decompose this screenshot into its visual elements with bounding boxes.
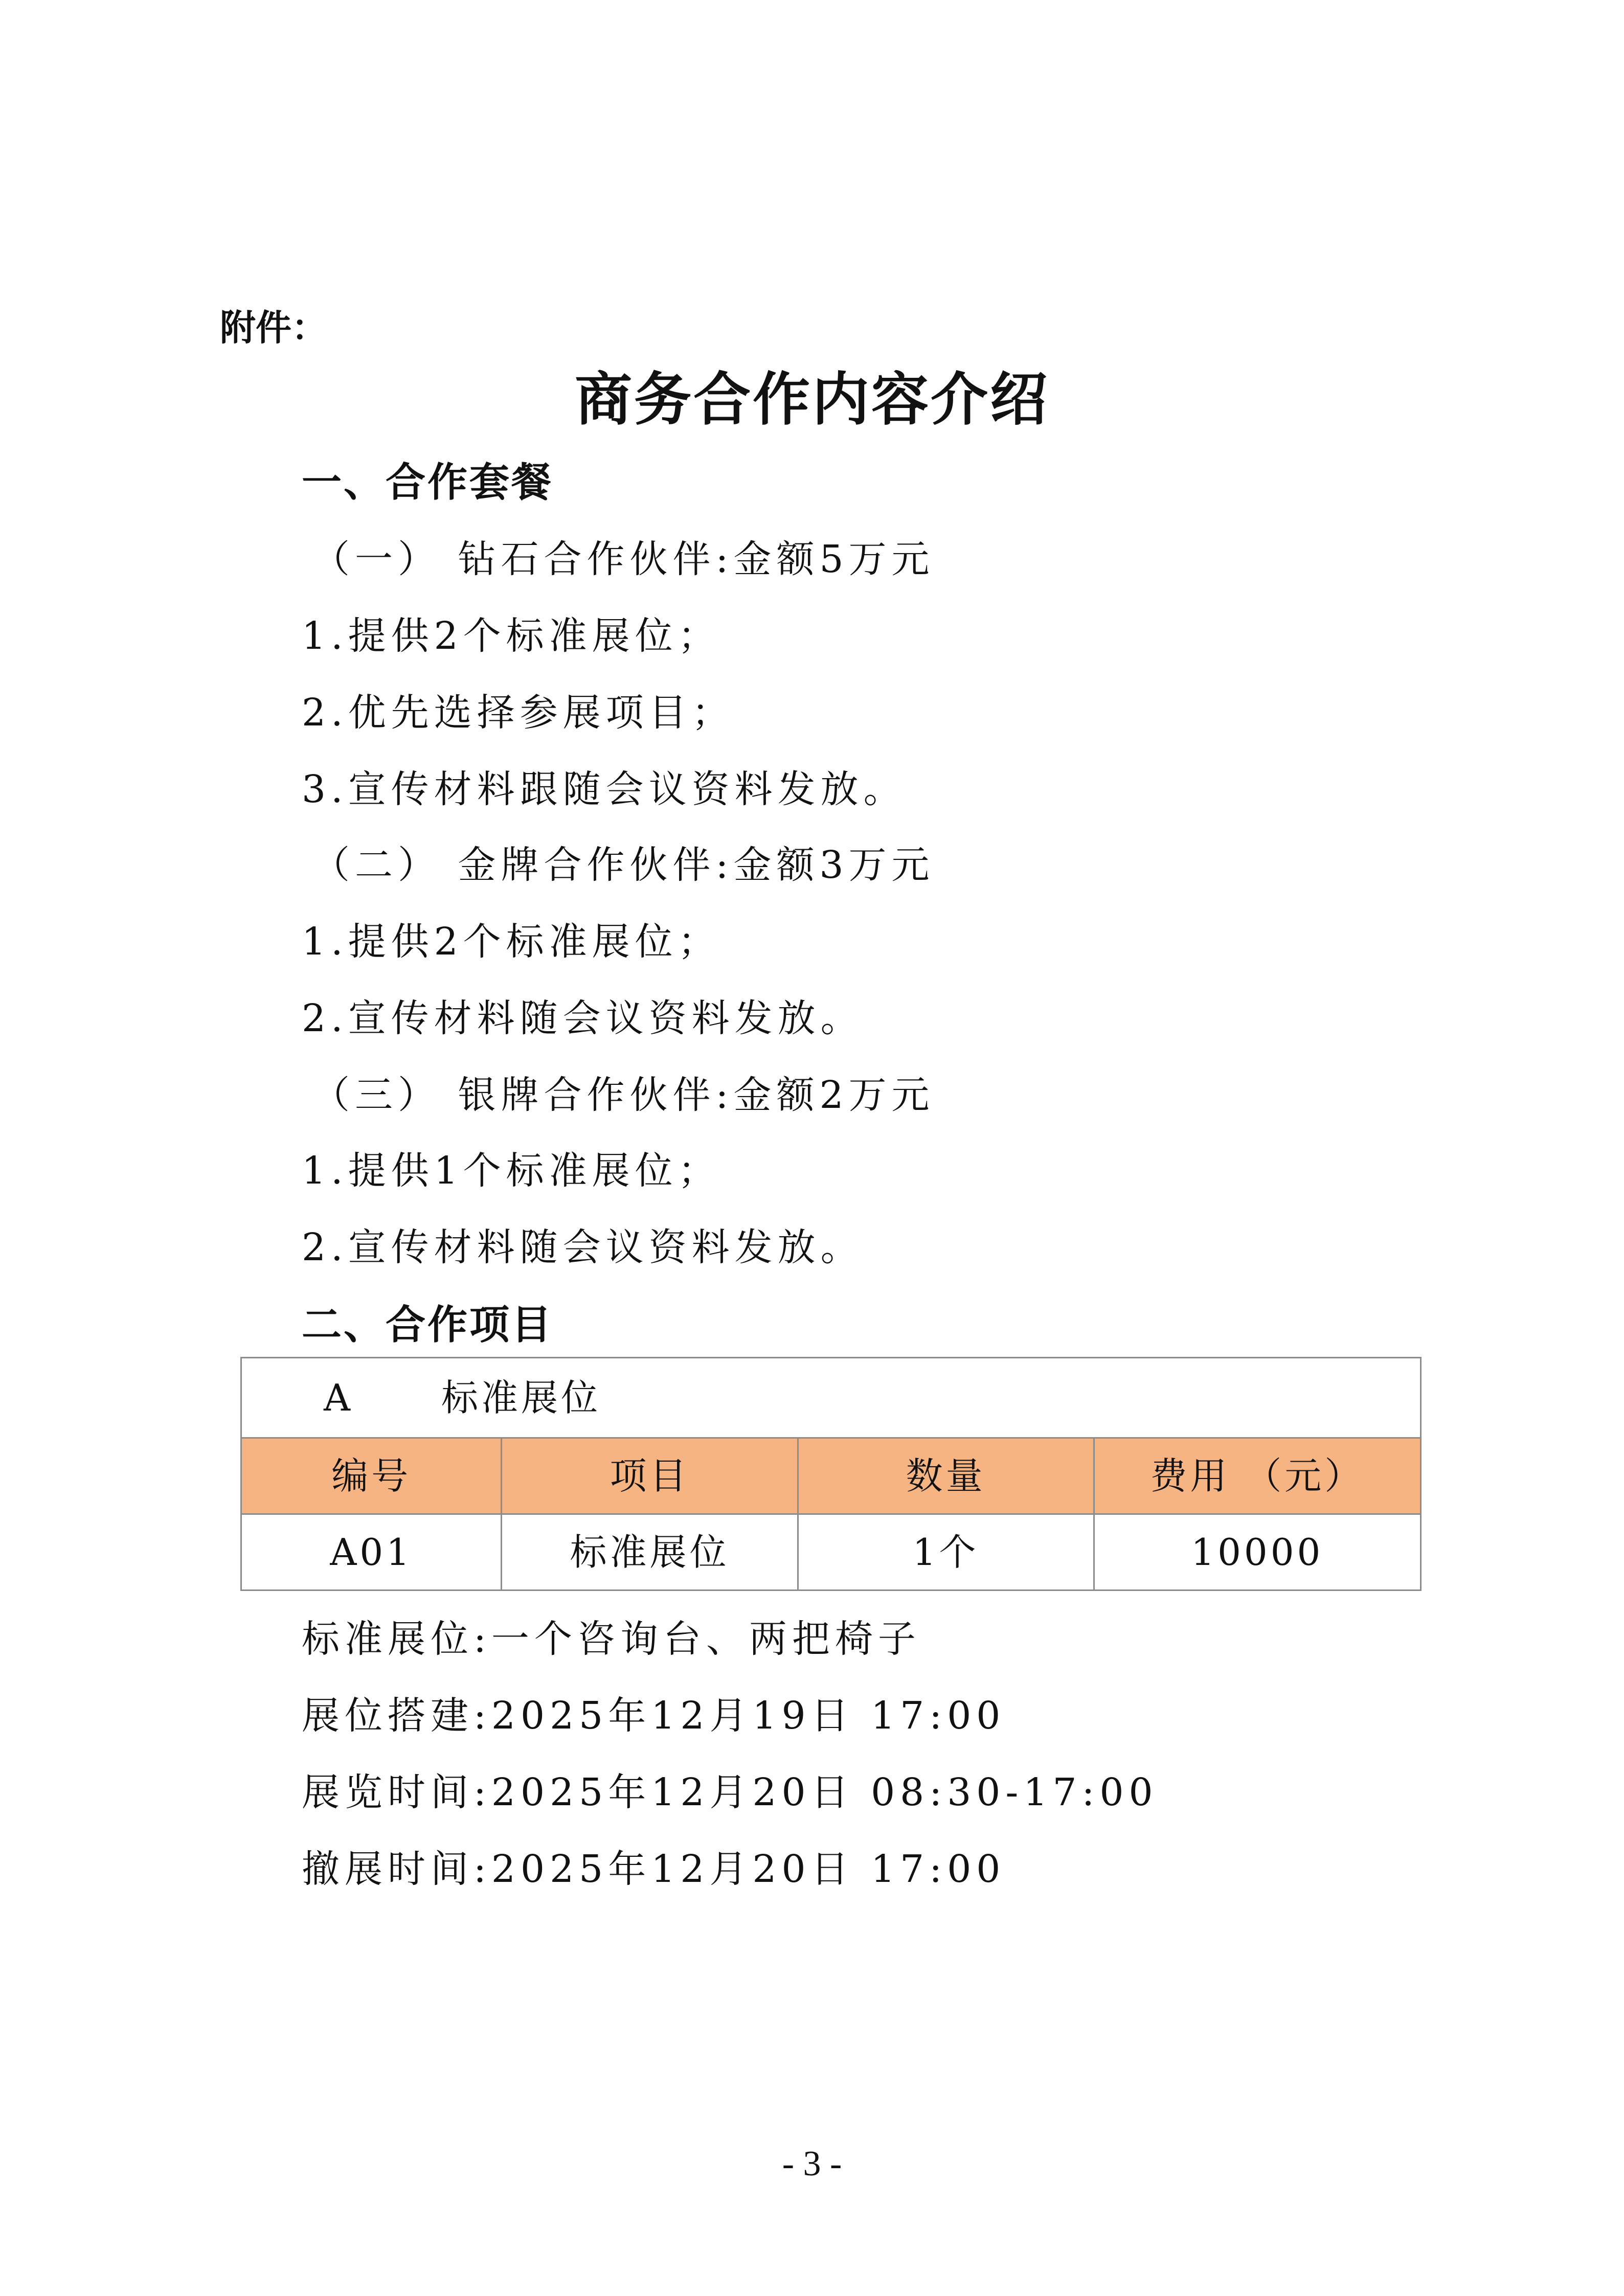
section-heading-projects: 二、合作项目 <box>302 1302 554 1348</box>
table-caption-title: 标准展位 <box>441 1376 601 1419</box>
section-heading-packages: 一、合作套餐 <box>302 460 554 506</box>
table-caption-row <box>241 1358 1421 1438</box>
table-header-row <box>241 1438 1421 1514</box>
package-silver-title: （三） 银牌合作伙伴:金额2万元 <box>312 1073 935 1117</box>
package-silver-item: 2.宣传材料随会议资料发放。 <box>302 1225 864 1269</box>
column-header: 费用 （元） <box>1094 1438 1420 1514</box>
project-table <box>240 1357 1422 1591</box>
column-header: 编号 <box>241 1438 502 1514</box>
note-line: 撤展时间:2025年12月20日 17:00 <box>302 1847 1006 1891</box>
column-header: 项目 <box>502 1438 798 1514</box>
note-line: 展位搭建:2025年12月19日 17:00 <box>302 1694 1006 1738</box>
table-cell-quantity: 1个 <box>798 1514 1094 1590</box>
package-diamond-title: （一） 钻石合作伙伴:金额5万元 <box>312 537 935 581</box>
package-gold-item: 1.提供2个标准展位； <box>302 920 721 964</box>
note-line: 标准展位:一个咨询台、两把椅子 <box>302 1617 921 1661</box>
package-gold-title: （二） 金牌合作伙伴:金额3万元 <box>312 843 935 887</box>
attachment-label: 附件： <box>220 307 327 349</box>
package-diamond-item: 2.优先选择参展项目； <box>302 691 735 735</box>
table-caption-code: A <box>324 1376 353 1419</box>
column-header: 数量 <box>798 1438 1094 1514</box>
table-cell-fee: 10000 <box>1094 1514 1420 1590</box>
package-gold-item: 2.宣传材料随会议资料发放。 <box>302 996 864 1040</box>
table-cell-item: 标准展位 <box>502 1514 798 1590</box>
package-diamond-item: 1.提供2个标准展位； <box>302 614 721 658</box>
table-cell-code: A01 <box>241 1514 502 1590</box>
page-title: 商务合作内容介绍 <box>575 367 1049 433</box>
table-caption <box>241 1358 1421 1438</box>
table-row <box>241 1514 1421 1590</box>
package-diamond-item: 3.宣传材料跟随会议资料发放。 <box>302 767 907 811</box>
package-silver-item: 1.提供1个标准展位； <box>302 1149 721 1193</box>
note-line: 展览时间:2025年12月20日 08:30-17:00 <box>302 1770 1158 1814</box>
page-number: - 3 - <box>782 2144 842 2184</box>
